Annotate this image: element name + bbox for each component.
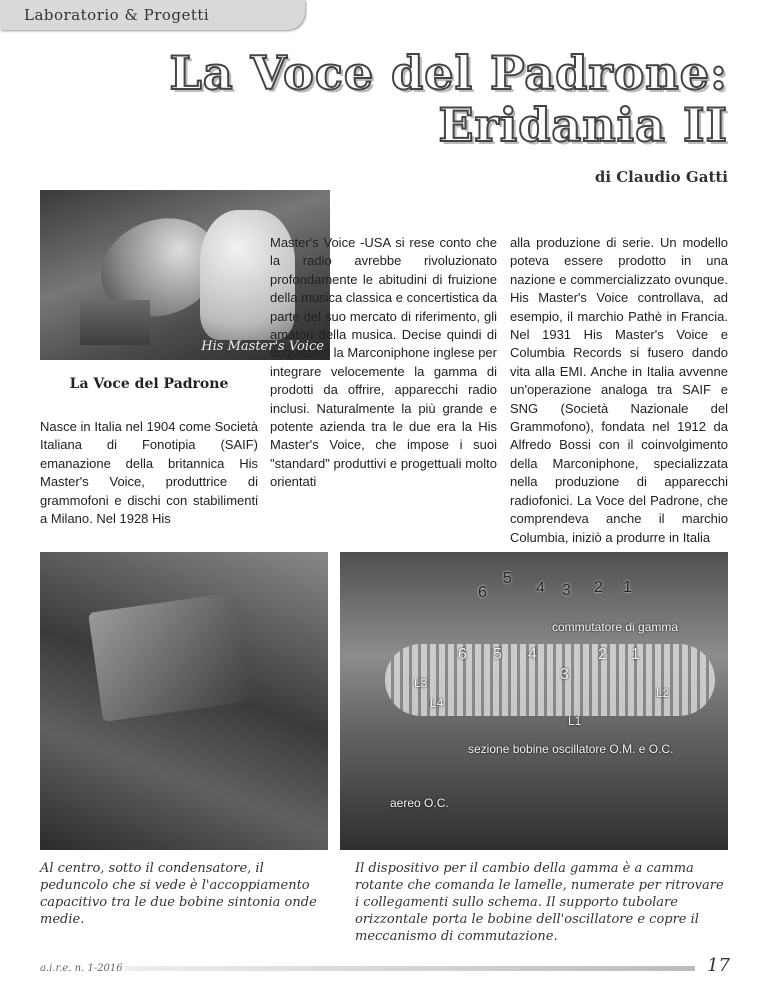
top-number-1: 1	[623, 579, 632, 596]
article-title-line2: Eridania II	[438, 98, 728, 152]
caption-left: Al centro, sotto il condensatore, il peduncolo che si vede è l'accoppiamento capacitivo tra le due bobine sintonia onde medie.	[40, 861, 317, 927]
footer-rule	[125, 966, 695, 971]
issue-reference: a.i.r.e. n. 1-2016	[40, 963, 123, 974]
mid-number-3: 3	[560, 666, 569, 683]
coil-label-l4: L4	[430, 696, 444, 710]
capacitor-shape	[88, 592, 252, 722]
top-number-5: 5	[503, 570, 512, 587]
section-tab	[0, 0, 305, 30]
antenna-label: aereo O.C.	[390, 796, 449, 810]
page-number: 17	[707, 955, 730, 976]
photo-caption: His Master's Voice	[201, 339, 324, 354]
body-column-3: alla produzione di serie. Un modello poteva essere prodotto in una nazione e commercializzato ovunque. His Master's Voice controllava, ad esempio, il marchio Pathè in Francia. Nel 1931 His Master's Voice e Columbia Records si fusero dando vita alla EMI. Anche in Italia avvenne un'operazione analoga tra SAIF e SNG (Società Nazionale del Grammofono), fondata nel 1912 da Alfredo Bossi con il coinvolgimento della Marconiphone, specializzata nella produzione di apparecchi radiofonici. La Voce del Padrone, che comprendeva anche il marchio Columbia, iniziò a produrre in Italia	[510, 235, 728, 545]
coil-label-l1: L1	[568, 714, 582, 728]
mid-number-1: 1	[631, 646, 640, 663]
section-subheading: La Voce del Padrone	[69, 376, 229, 392]
gramophone-box-shape	[80, 300, 150, 345]
mid-number-6: 6	[458, 646, 467, 663]
coil-label-l3: L3	[414, 676, 428, 690]
top-number-6: 6	[478, 584, 487, 601]
body-column-1: Nasce in Italia nel 1904 come Società Italiana di Fonotipia (SAIF) emanazione della britannica His Master's Voice, produttrice di grammofoni e dischi con stabilimenti a Milano. Nel 1928 His	[40, 419, 258, 527]
body-column-2: Master's Voice -USA si rese conto che la radio avrebbe rivoluzionato profondamente le abitudini di fruizione della musica classica e concertistica da parte del suo mercato di riferimento, gli amatori della musica. Decise quindi di acquistare la Marconiphone inglese per integrare velocemente la gamma di prodotti da offrire, apparecchi radio inclusi. Naturalmente la più grande e potente azienda tra le due era la His Master's Voice, che impose i suoi "standard" produttivi e progettuali molto orientati	[270, 235, 497, 490]
mid-number-5: 5	[493, 646, 502, 663]
mid-number-2: 2	[598, 646, 607, 663]
coil-label-l2: L2	[656, 686, 670, 700]
capacitor-photo	[40, 552, 328, 850]
caption-right: Il dispositivo per il cambio della gamma è a camma rotante che comanda le lamelle, numerate per ritrovare i collegamenti sullo schema. Il supporto tubolare orizzontale porta le bobine dell'oscillatore e copre il meccanismo di commutazione.	[355, 861, 724, 944]
section-label: Laboratorio & Progetti	[24, 6, 210, 24]
coil-section-label: sezione bobine oscillatore O.M. e O.C.	[468, 742, 674, 756]
article-title-line1: La Voce del Padrone:	[169, 46, 728, 100]
band-switch-photo	[340, 552, 728, 850]
top-number-3: 3	[562, 582, 571, 599]
switch-label: commutatore di gamma	[552, 620, 679, 634]
top-number-2: 2	[594, 579, 603, 596]
top-number-4: 4	[536, 580, 545, 597]
mid-number-4: 4	[528, 646, 537, 663]
author-byline: di Claudio Gatti	[594, 168, 728, 186]
